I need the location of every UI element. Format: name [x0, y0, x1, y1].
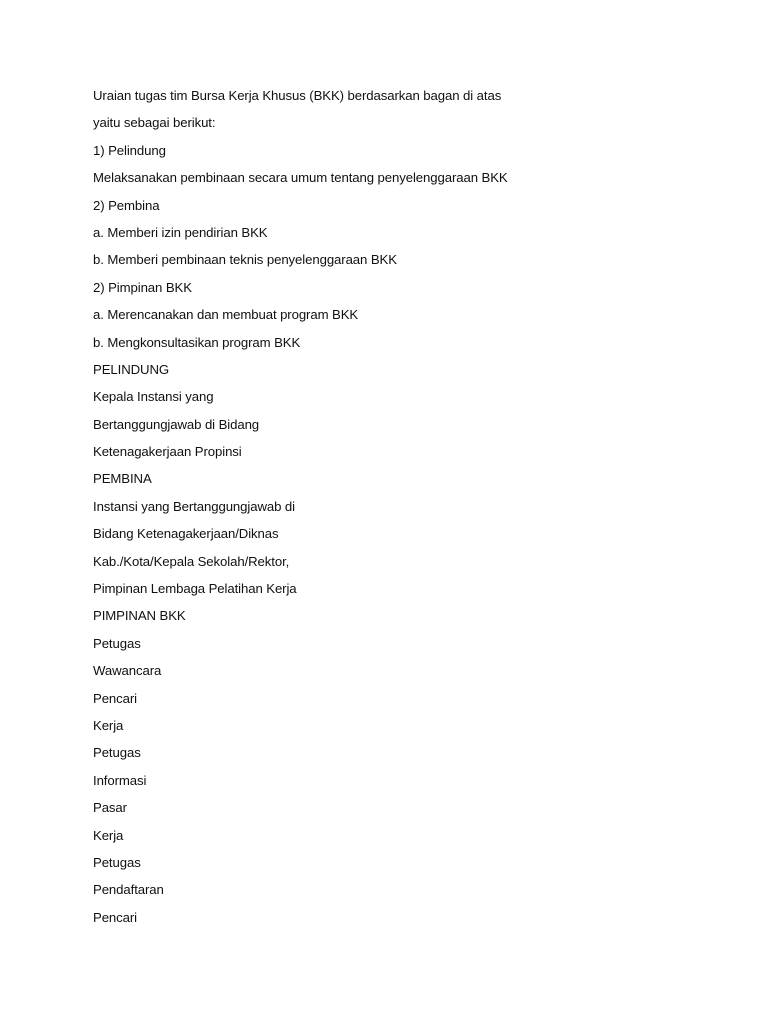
pencari-label-2: Pencari	[93, 909, 138, 925]
pimpinan-duty-a: a. Merencanakan dan membuat program BKK	[93, 307, 359, 323]
pembina-duty-a: a. Memberi izin pendirian BKK	[93, 224, 268, 240]
heading-pimpinan-numbered: 2) Pimpinan BKK	[93, 279, 192, 295]
kerja-label-2: Kerja	[93, 827, 124, 843]
pimpinan-duty-b: b. Mengkonsultasikan program BKK	[93, 334, 301, 350]
pembina-desc-4: Pimpinan Lembaga Pelatihan Kerja	[93, 581, 297, 597]
intro-line-1: Uraian tugas tim Bursa Kerja Khusus (BKK) berdasarkan bagan di atas	[93, 88, 502, 103]
pelindung-duty: Melaksanakan pembinaan secara umum tentang penyelenggaraan BKK	[93, 170, 508, 186]
chart-label-pimpinan-bkk: PIMPINAN BKK	[93, 608, 186, 624]
intro-line-2: yaitu sebagai berikut:	[93, 115, 216, 131]
kerja-label-1: Kerja	[93, 717, 124, 733]
pelindung-desc-1: Kepala Instansi yang	[93, 389, 214, 405]
pembina-duty-b: b. Memberi pembinaan teknis penyelenggaraan BKK	[93, 252, 397, 268]
pelindung-desc-3: Ketenagakerjaan Propinsi	[93, 444, 242, 460]
pembina-desc-1: Instansi yang Bertanggungjawab di	[93, 498, 295, 514]
pasar-label: Pasar	[93, 800, 127, 816]
petugas-label-3: Petugas	[93, 854, 141, 870]
heading-pembina-numbered: 2) Pembina	[93, 197, 160, 213]
heading-pelindung-numbered: 1) Pelindung	[93, 142, 166, 158]
pelindung-desc-2: Bertanggungjawab di Bidang	[93, 416, 260, 432]
chart-label-pelindung: PELINDUNG	[93, 361, 170, 377]
petugas-label-1: Petugas	[93, 635, 141, 651]
wawancara-label: Wawancara	[93, 663, 162, 679]
pencari-label-1: Pencari	[93, 690, 138, 706]
petugas-label-2: Petugas	[93, 745, 141, 761]
informasi-label: Informasi	[93, 772, 147, 788]
pendaftaran-label: Pendaftaran	[93, 882, 164, 898]
pembina-desc-3: Kab./Kota/Kepala Sekolah/Rektor,	[93, 553, 290, 569]
chart-label-pembina: PEMBINA	[93, 471, 152, 487]
document-body	[93, 86, 508, 935]
pembina-desc-2: Bidang Ketenagakerjaan/Diknas	[93, 526, 279, 542]
